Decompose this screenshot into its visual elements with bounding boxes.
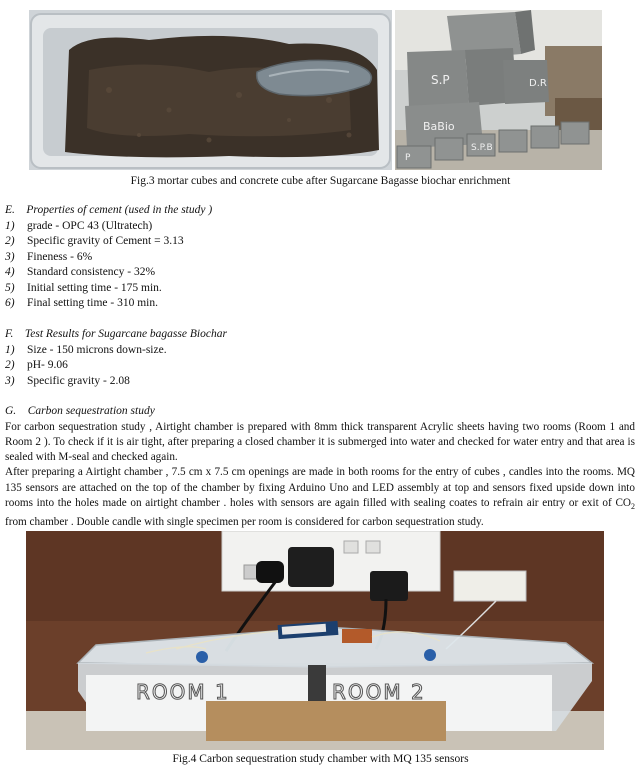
section-e: [5, 203, 635, 312]
section-e-letter: E.: [5, 204, 15, 216]
co2-subscript: 2: [631, 502, 635, 512]
fig4-chamber-photo: [26, 531, 604, 750]
section-g-letter: G.: [5, 405, 17, 417]
cube-label-p: P: [405, 153, 411, 163]
soil-tray-image: [29, 10, 392, 170]
section-e-title: Properties of cement (used in the study ): [26, 204, 213, 216]
section-g-paragraph-2: After preparing a Airtight chamber , 7.5 cm x 7.5 cm openings are made in both rooms for the entry of cubes , candles into the rooms. MQ 135 sensors are attached on the top of the chamber by fixing Arduino Uno and LED assembly at top and sensors fixed upside down into rooms into the holes made on airtight chamber . holes with sensors are again filled with sealing coates to refrain air entry or exit of $CO_2$ from chamber . Double candle with single specimen per room is considered for carbon sequestration study.: [5, 466, 635, 528]
section-g-title: Carbon sequestration study: [27, 405, 155, 417]
concrete-cubes-image: [395, 10, 602, 170]
cube-label-sp: S.P: [431, 73, 450, 87]
section-e-heading: [5, 203, 635, 219]
section-f: [5, 327, 635, 389]
cube-label-dr: D.R: [529, 78, 547, 89]
list-item: 5) Initial setting time - 175 min.: [5, 281, 162, 294]
list-item: 3) Specific gravity - 2.08: [5, 374, 130, 387]
fig3-concrete-cubes-photo: [395, 10, 602, 170]
list-item: 2) pH- 9.06: [5, 359, 68, 371]
fig3-soil-tray-photo: [29, 10, 392, 170]
section-f-heading: [5, 327, 635, 343]
cube-label-babio: BaBio: [423, 120, 455, 133]
list-item: 1) grade - OPC 43 (Ultratech): [5, 219, 153, 232]
adapter-icon: [288, 547, 334, 587]
list-item: 3) Fineness - 6%: [5, 250, 93, 263]
section-g-heading: [5, 404, 635, 420]
room-1-label: ROOM 1: [136, 680, 230, 704]
section-g-paragraph-1: For carbon sequestration study , Airtight chamber is prepared with 8mm thick transparent Acrylic sheets having two rooms (Room 1 and Room 2 ). To check if it is air tight, after preparing a closed chamber it is submerged into water and checked for water entry and that area is sealed with M-seal and checked again.: [5, 420, 635, 464]
room-2-label: ROOM 2: [332, 680, 426, 704]
cube-label-spb: S.P.B: [471, 143, 493, 153]
list-item: 4) Standard consistency - 32%: [5, 266, 156, 278]
list-item: 2) Specific gravity of Cement = 3.13: [5, 235, 184, 247]
section-f-title: Test Results for Sugarcane bagasse Biochar: [24, 328, 227, 340]
chamber-image: [26, 531, 604, 750]
list-item: 1) Size - 150 microns down-size.: [5, 343, 167, 356]
section-f-letter: F.: [5, 328, 14, 340]
list-item: 6) Final setting time - 310 min.: [5, 297, 158, 309]
fig4-caption: Fig.4 Carbon sequestration study chamber with MQ 135 sensors: [172, 753, 469, 765]
fig3-caption: Fig.3 mortar cubes and concrete cube after Sugarcane Bagasse biochar enrichment: [130, 175, 511, 187]
section-g: [5, 404, 635, 530]
